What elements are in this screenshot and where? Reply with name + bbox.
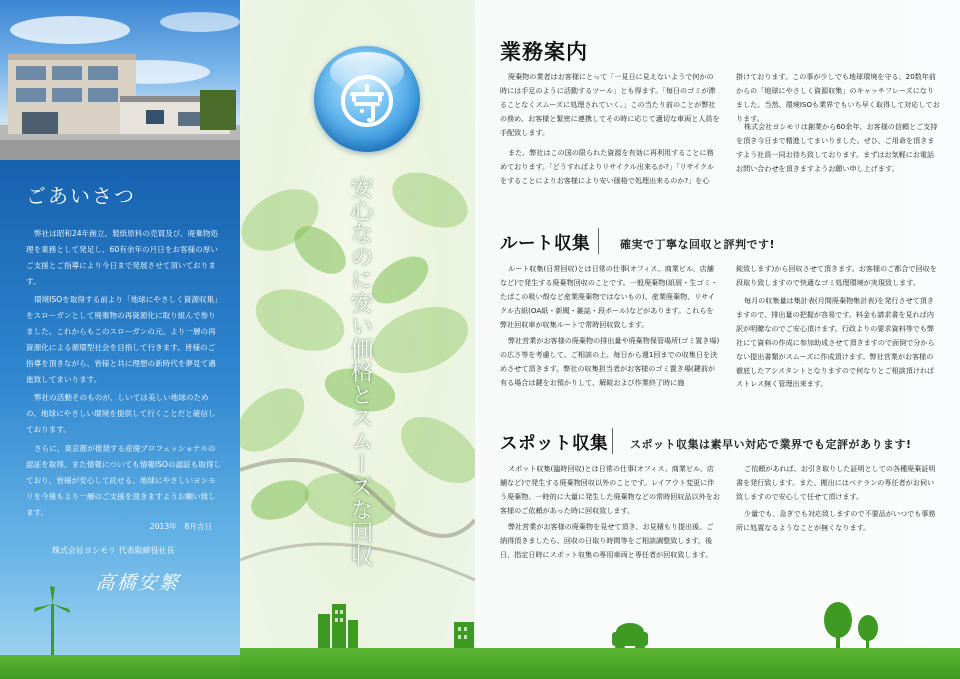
route-paragraph: ルート収集(日常回収)とは日常の仕事(オフィス、商業ビル、店舗など)で発生する廃棄物回収のことです。一般廃棄物(紙屑・生ゴミ・たばこの吸い殻など産業廃棄物ではないもの)、産業廃棄物、リサイクル古紙(OA紙・新聞・雑誌・段ボール)などがあります。これらを弊社回収車が収集ルートで常時回収致します。 [500, 264, 718, 329]
slogan-vertical-text: 安心なのに安い価格とスムーズな回収 [347, 176, 373, 567]
spot-collection-subtitle: スポット収集は素早い対応で業界でも定評があります! [630, 438, 912, 451]
greeting-title: ごあいさつ [26, 184, 136, 208]
mamoru-logo-icon [340, 74, 394, 128]
wind-turbine-icon [28, 586, 78, 656]
route-collection-title: ルート収集 [500, 234, 590, 254]
route-paragraph: 錠致します)から回収させて頂きます。お客様のご都合で回収を段取り致しますので快適なゴミ処理環境が実現致します。 [736, 264, 937, 287]
ground-strip [240, 648, 960, 679]
route-paragraph: 弊社営業がお客様の廃棄物の排出量や廃棄物保管場所(ゴミ置き場)の広さ等を考慮して、ご相談の上、毎日から週1回までの収集日を決めさせて頂きます。弊社の収集担当者がお客様のゴミ置き場(鍵前が有る場合は鍵をお預かりして、解錠および作業終了時に施 [500, 336, 720, 387]
section-divider [612, 428, 613, 454]
president-signature: 高橋安繁 [94, 572, 182, 594]
greeting-column [0, 0, 240, 679]
company-logo [314, 46, 420, 152]
president-title: 株式会社ヨシモリ 代表取締役社長 [52, 546, 175, 555]
greeting-paragraph: さらに、東京都が推奨する産廃プロフェッショナルの認証を取得、また情報についても情報ISOの認証も取得しており、皆様が安心して託せる、地球にやさしいヨシモリを今後もより一層のご支援を頂きますようお願い致します。 [26, 444, 222, 517]
spot-paragraph: スポット収集(臨時回収)とは日常の仕事(オフィス、商業ビル、店舗など)で発生する廃棄物回収以外のことです。レイアウト変更に伴う廃棄物、一時的に大量に発生した廃棄物などの常時回収品以外をお客様のご依頼があった時に回収致します。 [500, 464, 720, 515]
greeting-paragraph: 弊社の活動そのものが、しいては美しい地球のための、地球にやさしい環境を提供して行くことだと確信しております。 [26, 393, 216, 434]
ground-strip-left [0, 655, 240, 679]
spot-collection-title: スポット収集 [500, 434, 608, 454]
business-paragraph: 株式会社ヨシモリは創業から60余年、お客様の信頼とご支持を頂き今日まで精進してまいりました。ぜひ、ご用命を頂きますよう社員一同お待ち致しております。まずはお気軽にお電話お問い合わせを頂きますようお願い申し上げます。 [736, 122, 938, 173]
business-paragraph: 掛けております。この事が少しでも地球環境を守る、20数年前からの「地球にやさしく資源収集」のキャッチフレーズになりました。当然、環境ISOも業界でもいち早く取得して対応しております。 [736, 72, 940, 123]
spot-paragraph: 少量でも、急ぎでも対応致しますので不要品がいつでも事務所に処置なるようなことが無くなります。 [736, 509, 936, 532]
business-paragraph: 廃棄物の業者はお客様にとって「一見日に見えないようで何かの時には手足のように活動するツール」とも得ます。「毎日のゴミが滞ることなくスムーズに処理されていく。」この当たり前のことが弊社の務め、お客様と緊密に連携してその時に応じて適切な車両と人員を手配致します。 [500, 72, 720, 137]
route-collection-subtitle: 確実で丁寧な回収と評判です! [620, 238, 776, 251]
greeting-paragraph: 弊社は昭和24年創立、製紙原料の売買及び、廃棄物処理を業務として発足し、60有余年の月日をお客様の厚いご支援とご指導により今日まで発展させて頂いております。 [26, 229, 219, 286]
spot-paragraph: 弊社営業がお客様の廃棄物を見せて頂き、お見積もり提出後、ご納得頂きましたら、回収の日取り時間等をご相談調整致します。後日、指定日時にスポット収集の専用車両と専任者が回収致します。 [500, 522, 714, 559]
spot-paragraph: ご依頼があれば、お引き取りした証明としての各種廃棄証明書を発行致します。また、搬出にはベテランの専任者がお伺い致しますので安心して任せて頂けます。 [736, 464, 936, 501]
route-paragraph: 毎月の収集量は集計表(月間廃棄物集計表)を発行させて頂きますので、排出量の把握が容易です。料金も請求書を見れば内訳が明瞭なのでご安心頂けます。行政よりの要求資料等でも弊社にて資料の作成に参加助成させて頂きますので面倒で分からない提出書類がスムーズに作成頂けます。弊社営業がお客様の徹底したアシスタントとなりますので何なりとご相談頂ければストレス無く管理出来ます。 [736, 296, 935, 389]
section-divider [598, 228, 599, 254]
greeting-paragraph: 環境ISOを取得する前より「地球にやさしく資源収集」をスローガンとして廃棄物の再資源化に取り組んで参りました。これからもこのスローガンの元、より一層の再資源化による循環型社会を目指して行きます。皆様のご指導を頂きながら、皆様と共に理想の新時代を夢見て邁進致してまいります。 [26, 295, 222, 384]
greeting-date: 2013年 8月吉日 [149, 522, 212, 531]
business-paragraph: また、弊社はこの国の限られた資源を有効に再利用することに務めております。「どうすればよりリサイクル出来るか?」「リサイクルをすることによりお客様により安い価格で処理出来るのか?」を心 [500, 148, 715, 185]
company-building-photo [0, 0, 240, 160]
business-title: 業務案内 [500, 40, 588, 64]
